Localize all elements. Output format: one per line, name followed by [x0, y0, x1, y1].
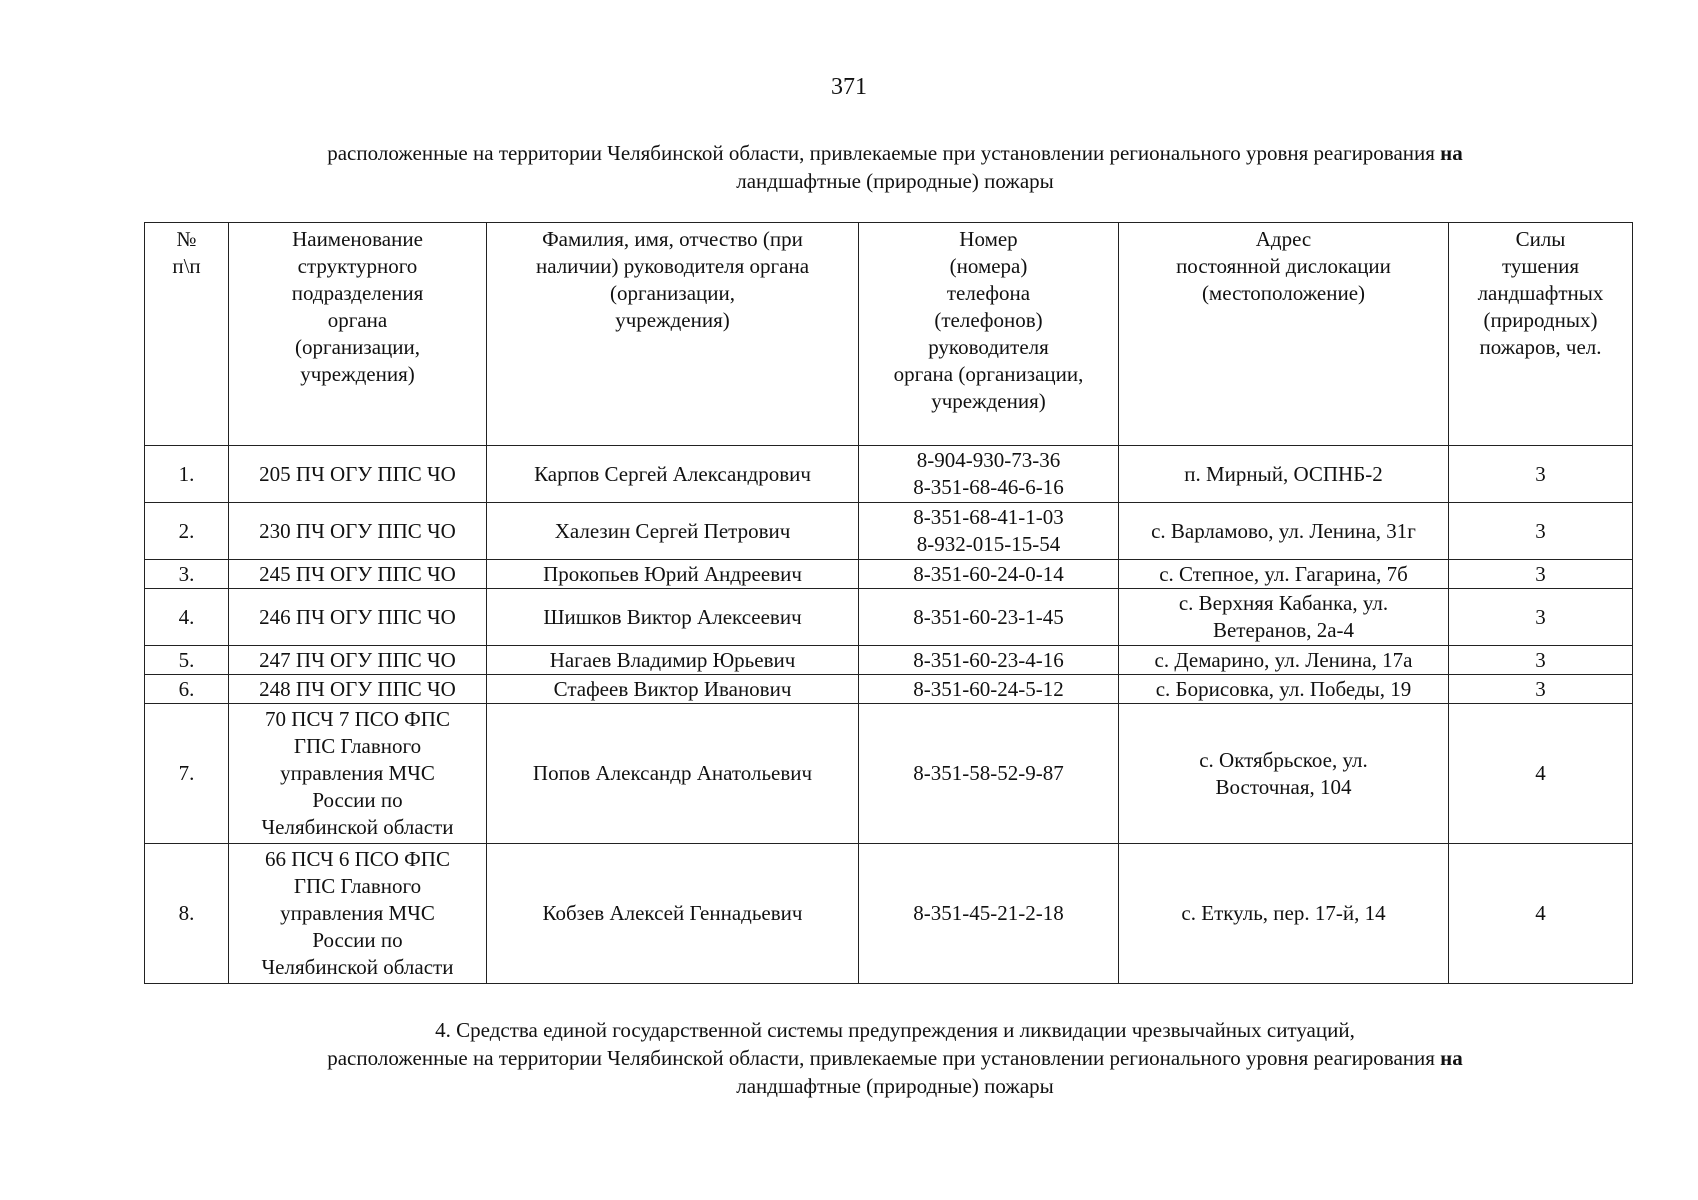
cell-address: с. Борисовка, ул. Победы, 19	[1119, 675, 1449, 704]
cell-address: с. Еткуль, пер. 17-й, 14	[1119, 844, 1449, 984]
cell-phone: 8-351-68-41-1-03 8-932-015-15-54	[859, 503, 1119, 560]
cell-forces: 3	[1449, 675, 1633, 704]
cell-unit-name: 70 ПСЧ 7 ПСО ФПС ГПС Главного управления МЧС России по Челябинской области	[229, 704, 487, 844]
table-row	[145, 646, 1633, 675]
cell-head-name: Карпов Сергей Александрович	[487, 446, 859, 503]
cell-forces: 3	[1449, 646, 1633, 675]
heading-bottom-line-1: 4. Средства единой государственной системы предупреждения и ликвидации чрезвычайных ситуаций,	[435, 1018, 1355, 1042]
cell-address: с. Октябрьское, ул. Восточная, 104	[1119, 704, 1449, 844]
cell-number: 4.	[145, 589, 229, 646]
page-number: 371	[831, 74, 867, 100]
cell-unit-name: 246 ПЧ ОГУ ППС ЧО	[229, 589, 487, 646]
cell-head-name: Нагаев Владимир Юрьевич	[487, 646, 859, 675]
col-header-head-name: Фамилия, имя, отчество (при наличии) руководителя органа (организации, учреждения)	[487, 223, 859, 446]
cell-unit-name: 66 ПСЧ 6 ПСО ФПС ГПС Главного управления МЧС России по Челябинской области	[229, 844, 487, 984]
heading-top-line-1-text: расположенные на территории Челябинской области, привлекаемые при установлении регионального уровня реагирования	[327, 141, 1435, 165]
cell-head-name: Попов Александр Анатольевич	[487, 704, 859, 844]
cell-phone: 8-351-60-24-5-12	[859, 675, 1119, 704]
table-row	[145, 704, 1633, 844]
cell-phone: 8-904-930-73-36 8-351-68-46-6-16	[859, 446, 1119, 503]
cell-address: с. Варламово, ул. Ленина, 31г	[1119, 503, 1449, 560]
section-heading-top	[200, 139, 1590, 195]
cell-head-name: Стафеев Виктор Иванович	[487, 675, 859, 704]
cell-forces: 4	[1449, 704, 1633, 844]
cell-head-name: Прокопьев Юрий Андреевич	[487, 560, 859, 589]
cell-forces: 3	[1449, 589, 1633, 646]
cell-number: 2.	[145, 503, 229, 560]
heading-top-line-1-bold: на	[1440, 141, 1463, 165]
cell-head-name: Халезин Сергей Петрович	[487, 503, 859, 560]
cell-number: 8.	[145, 844, 229, 984]
cell-address: с. Демарино, ул. Ленина, 17а	[1119, 646, 1449, 675]
cell-number: 1.	[145, 446, 229, 503]
cell-unit-name: 230 ПЧ ОГУ ППС ЧО	[229, 503, 487, 560]
cell-phone: 8-351-58-52-9-87	[859, 704, 1119, 844]
cell-number: 5.	[145, 646, 229, 675]
col-header-number: № п\п	[145, 223, 229, 446]
table-row	[145, 560, 1633, 589]
col-header-unit-name: Наименование структурного подразделения органа (организации, учреждения)	[229, 223, 487, 446]
cell-head-name: Кобзев Алексей Геннадьевич	[487, 844, 859, 984]
cell-phone: 8-351-45-21-2-18	[859, 844, 1119, 984]
col-header-phone: Номер (номера) телефона (телефонов) руководителя органа (организации, учреждения)	[859, 223, 1119, 446]
cell-unit-name: 248 ПЧ ОГУ ППС ЧО	[229, 675, 487, 704]
cell-forces: 3	[1449, 446, 1633, 503]
cell-phone: 8-351-60-23-1-45	[859, 589, 1119, 646]
col-header-address: Адрес постоянной дислокации (местоположение)	[1119, 223, 1449, 446]
cell-forces: 4	[1449, 844, 1633, 984]
cell-number: 6.	[145, 675, 229, 704]
col-header-forces: Силы тушения ландшафтных (природных) пожаров, чел.	[1449, 223, 1633, 446]
heading-bottom-line-2	[200, 1044, 1590, 1072]
heading-top-line-2: ландшафтные (природные) пожары	[736, 169, 1054, 193]
cell-unit-name: 247 ПЧ ОГУ ППС ЧО	[229, 646, 487, 675]
cell-phone: 8-351-60-23-4-16	[859, 646, 1119, 675]
heading-top-line-1	[200, 139, 1590, 167]
table-row	[145, 446, 1633, 503]
heading-bottom-line-2-bold: на	[1440, 1046, 1463, 1070]
cell-head-name: Шишков Виктор Алексеевич	[487, 589, 859, 646]
cell-number: 7.	[145, 704, 229, 844]
cell-unit-name: 245 ПЧ ОГУ ППС ЧО	[229, 560, 487, 589]
cell-number: 3.	[145, 560, 229, 589]
table-row	[145, 675, 1633, 704]
cell-forces: 3	[1449, 560, 1633, 589]
fire-units-table	[144, 222, 1633, 984]
table-row	[145, 589, 1633, 646]
cell-address: с. Верхняя Кабанка, ул. Ветеранов, 2а-4	[1119, 589, 1449, 646]
cell-address: п. Мирный, ОСПНБ-2	[1119, 446, 1449, 503]
heading-bottom-line-3: ландшафтные (природные) пожары	[736, 1074, 1054, 1098]
cell-address: с. Степное, ул. Гагарина, 7б	[1119, 560, 1449, 589]
section-heading-bottom	[200, 1016, 1590, 1100]
heading-bottom-line-2-text: расположенные на территории Челябинской области, привлекаемые при установлении регионального уровня реагирования	[327, 1046, 1435, 1070]
cell-forces: 3	[1449, 503, 1633, 560]
cell-unit-name: 205 ПЧ ОГУ ППС ЧО	[229, 446, 487, 503]
cell-phone: 8-351-60-24-0-14	[859, 560, 1119, 589]
table-row	[145, 503, 1633, 560]
table-row	[145, 844, 1633, 984]
table-header-row	[145, 223, 1633, 446]
